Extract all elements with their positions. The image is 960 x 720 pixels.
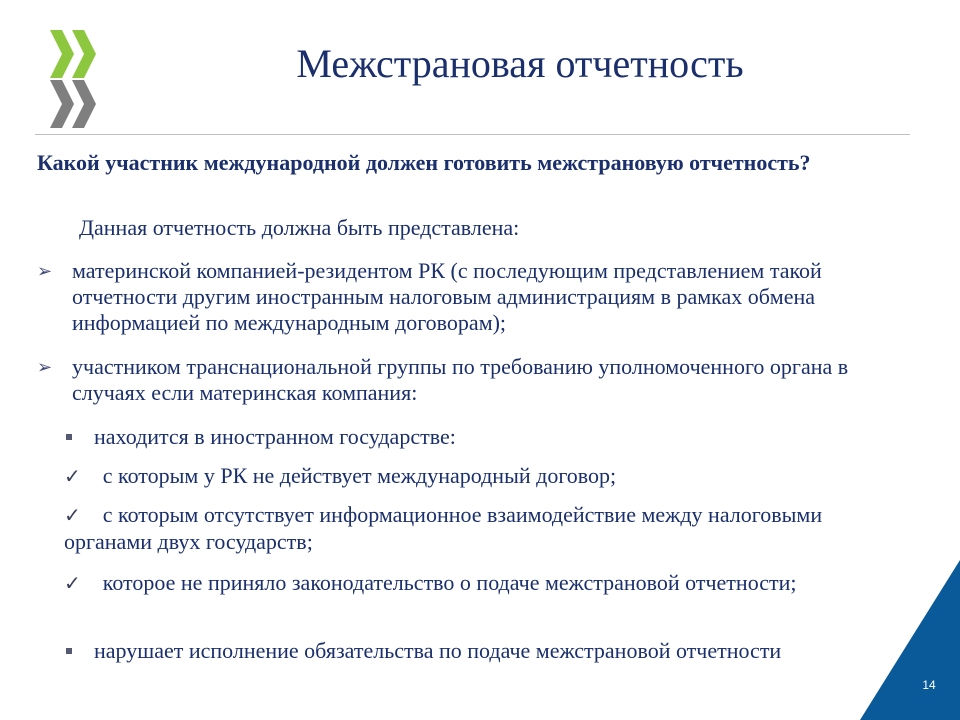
slide-title: Межстрановая отчетность [296, 41, 744, 86]
page-number: 14 [922, 678, 936, 692]
arrow-bullet-item [37, 258, 927, 336]
lead-text: Данная отчетность должна быть представлена: [79, 215, 520, 240]
square-bullet-item [66, 424, 456, 450]
arrow-bullet-item [37, 354, 927, 406]
check-bullet-text [64, 570, 864, 597]
oecd-chevron-logo-icon [50, 30, 102, 128]
square-bullet-text: находится в иностранном государстве: [94, 424, 456, 449]
check-bullet-label: с которым отсутствует информационное взаимодействие между налоговыми органами двух государств; [64, 502, 823, 554]
check-bullet-label: с которым у РК не действует международный договор; [102, 463, 617, 488]
square-bullet-item [66, 638, 781, 664]
question-heading: Какой участник международной должен готовить межстрановую отчетность? [37, 150, 811, 175]
check-bullet-item [64, 463, 864, 490]
square-bullet-icon [66, 434, 72, 440]
check-bullet-text [64, 463, 864, 490]
square-bullet-text: нарушает исполнение обязательства по подаче межстрановой отчетности [94, 638, 782, 663]
arrow-bullet-icon: ➢ [37, 357, 53, 377]
corner-triangle [860, 560, 960, 720]
check-icon: ✓ [64, 573, 81, 595]
check-bullet-text [64, 502, 864, 555]
check-bullet-item [64, 570, 864, 597]
arrow-bullet-text: материнской компанией-резидентом РК (с последующим представлением такой отчетности другим иностранным налоговым администрациям в рамках обмена информацией по международным договорам); [72, 258, 822, 335]
title-divider [35, 134, 910, 135]
arrow-bullet-icon: ➢ [37, 261, 53, 281]
check-bullet-item [64, 502, 864, 555]
check-icon: ✓ [64, 466, 81, 488]
square-bullet-icon [66, 648, 72, 654]
check-bullet-label: которое не приняло законодательство о подаче межстрановой отчетности; [102, 570, 797, 595]
check-icon: ✓ [64, 505, 81, 527]
arrow-bullet-text: участником транснациональной группы по требованию уполномоченного органа в случаях если материнская компания: [72, 354, 849, 405]
